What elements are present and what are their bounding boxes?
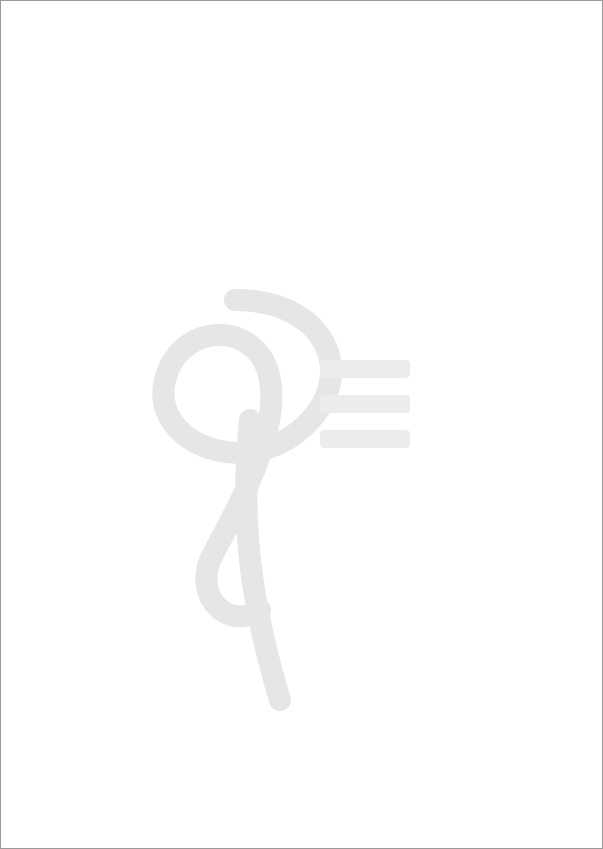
jianpu-row-2 — [0, 240, 603, 262]
jianpu-row-5 — [0, 630, 603, 652]
jianpu-row-4 — [0, 507, 603, 529]
jianpu-row-3 — [0, 382, 603, 404]
jianpu-row-1 — [0, 99, 603, 121]
